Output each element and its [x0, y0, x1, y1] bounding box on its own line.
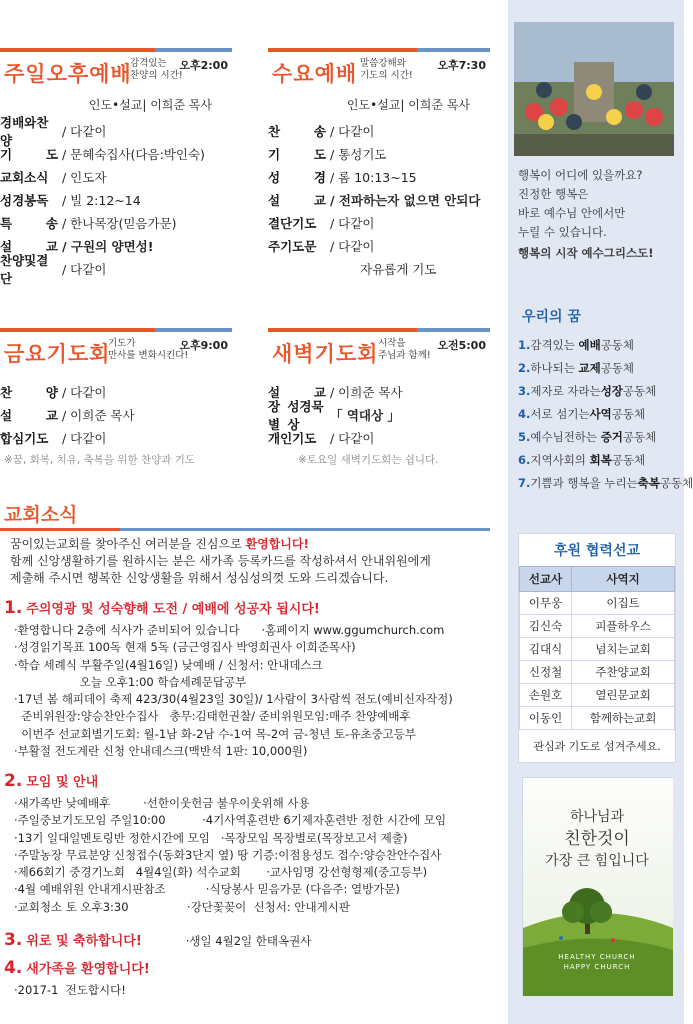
order-row: [0, 426, 232, 449]
service-title: 새벽기도회: [272, 342, 379, 366]
dream-item: 6.지역사회의 회복공동체: [518, 453, 646, 467]
table-row: 이동인 함께하는교회: [520, 707, 675, 730]
service-note: 말씀강해와 기도의 시간!: [360, 58, 413, 81]
table-row: 김대식 넘치는교회: [520, 638, 675, 661]
order-key: 경배와찬양: [0, 114, 49, 148]
news-line: ·학습 세례식 부활주일(4월16일) 낮예배 / 신청서: 안내데스크: [14, 657, 323, 672]
order-key: 찬 송: [268, 123, 326, 139]
order-row: [0, 165, 232, 188]
service-title: 주일오후예배: [4, 62, 132, 86]
news-divider: [0, 528, 490, 531]
mission-table: 후원 협력선교 선교사 사역지 이무웅 이집트 김신숙 피플하우스 김대식 넘치는교회 신정철 주찬양교회 손원호 열린문교회 이동인 함께하는교회 관심과 기도로 섬겨주세요.: [518, 533, 676, 763]
news-line: ·부활절 전도계란 신청 안내데스크(맥반석 1판: 10,000원): [14, 744, 308, 759]
order-row: [0, 188, 232, 211]
order-value: / 인도자: [62, 169, 107, 185]
news-item-lines: [14, 795, 504, 916]
news-item-lines: [14, 982, 504, 999]
order-row: [0, 252, 232, 286]
order-value: / 다같이: [330, 238, 375, 254]
news-item-heading: 2. 모임 및 안내: [4, 771, 99, 791]
service-time: 오전5:00: [437, 339, 486, 352]
order-value: / 구원의 양면성!: [62, 238, 154, 254]
news-line: 준비위원장:양승찬안수집사 총무:김태헌권찰/ 준비위원모임:매주 찬양예배후: [14, 709, 411, 724]
service-footnote: ※꿈, 회복, 치유, 축복을 위한 찬양과 기도: [4, 454, 195, 466]
order-key: 합심기도: [0, 430, 49, 446]
order-row: [0, 380, 232, 403]
sidebar: [508, 0, 693, 1024]
news-line: ·4월 예배위원 안내게시판참조 ·식당봉사 믿음가문 (다음주: 열방가문): [14, 882, 400, 897]
order-value: 「 역대상 」: [330, 407, 400, 423]
order-row: [0, 211, 232, 234]
news-line: ·주일중보기도모임 주일10:00 ·4기사역훈련반 6기제자훈련반 정한 시간에 모임: [14, 813, 447, 828]
table-row: 이무웅 이집트: [520, 592, 675, 615]
order-value: / 다같이: [330, 430, 375, 446]
order-row: [268, 426, 490, 449]
order-row: [268, 211, 490, 234]
order-value: / 다같이: [62, 123, 107, 139]
order-key: 교회소식: [0, 169, 49, 185]
dream-item: 2.하나되는 교제공동체: [518, 361, 635, 375]
service-note: 기도가 만사를 변화시킨다!: [108, 338, 189, 361]
order-key: 장별 성경묵상: [268, 398, 324, 432]
news-line: 이번주 선교회별기도회: 월-1남 화-2남 수-1여 목-2여 금-청년 토-유초중고등부: [14, 726, 416, 741]
order-value: / 롬 10:13~15: [330, 169, 417, 185]
service-note: 감격있는 찬양의 시간!: [130, 58, 183, 81]
mission-footer: 관심과 기도로 섬겨주세요.: [533, 740, 661, 753]
table-row: 신정철 주찬양교회: [520, 661, 675, 684]
dream-item: 7.기쁨과 행복을 누리는축복공동체: [518, 476, 693, 490]
news-line: ·주말농장 무료분양 신청접수(동화3단지 옆) 땅 기증:이점용성도 접수:양승찬안수집사: [14, 847, 442, 862]
order-key: 성 경: [268, 169, 326, 185]
our-dream: [518, 306, 693, 495]
service-footnote: ※토요일 새벽기도회는 쉽니다.: [298, 454, 439, 466]
news-line: ·환영합니다 2층에 식사가 준비되어 있습니다 ·홈페이지 www.ggumchurch.com: [14, 623, 445, 637]
order-value: / 다같이: [330, 123, 375, 139]
order-key: 설 교: [0, 238, 58, 254]
service-time: 오후7:30: [437, 59, 486, 72]
service-leader: 인도•설교| 이희준 목사: [346, 98, 470, 112]
order-key: 개인기도: [268, 430, 317, 446]
service-extra: 자유롭게 기도: [360, 261, 437, 277]
happiness-quote: 행복이 어디에 있을까요? 진정한 행복은 바로 예수님 안에서만 누릴 수 있습니다. 행복의 시작 예수그리스도!: [518, 168, 654, 260]
service-title: 금요기도회: [4, 342, 111, 366]
news-item-heading: 4. 새가족을 환영합니다!: [4, 958, 150, 978]
card-text: 하나님과 친한것이 가장 큰 힘입니다: [545, 809, 649, 869]
dream-item: 3.제자로 자라는성장공동체: [518, 384, 657, 398]
order-value: / 문혜숙집사(다음:박인숙): [62, 146, 205, 162]
order-value: / 이희준 목사: [330, 384, 403, 400]
order-value: / 전파하는자 없으면 안되다: [330, 192, 481, 208]
news-intro: 꿈이있는교회를 찾아주신 여러분을 진심으로 환영합니다! 함께 신앙생활하기를 원하시는 분은 새가족 등록카드를 작성하셔서 안내위원에게 제출해 주시면 행복한 신앙생활을 위해서 성심성의껏 도와 드리겠습니다.: [10, 537, 431, 585]
order-row: [0, 403, 232, 426]
order-row: [268, 119, 490, 142]
service-leader: 인도•설교| 이희준 목사: [88, 98, 212, 112]
service-time: 오후9:00: [179, 339, 228, 352]
dream-item: 1.감격있는 예배공동체: [518, 338, 635, 352]
table-row: 손원호 열린문교회: [520, 684, 675, 707]
order-value: / 이희준 목사: [62, 407, 135, 423]
table-row: 김신숙 피플하우스: [520, 615, 675, 638]
order-row: [268, 142, 490, 165]
service-note: 시작을 주님과 함께!: [378, 338, 431, 361]
service-block: [0, 48, 232, 286]
order-value: / 한나목장(믿음가문): [62, 215, 177, 231]
order-row: [268, 165, 490, 188]
dream-title: 우리의 꿈: [522, 309, 581, 325]
news-line: ·2017-1 전도합시다!: [14, 983, 126, 997]
service-title: 수요예배: [272, 62, 358, 86]
service-block: [0, 328, 232, 467]
order-key: 성경봉독: [0, 192, 49, 208]
news-line: ·교회청소 토 오후3:30 ·강단꽃꽂이 신청서: 안내게시판: [14, 899, 350, 914]
card-subtext: HEALTHY CHURCH HAPPY CHURCH: [558, 953, 636, 971]
service-time: 오후2:00: [179, 59, 228, 72]
order-key: 설 교: [0, 407, 58, 423]
order-value: / 다같이: [62, 430, 107, 446]
order-key: 주기도문: [268, 238, 317, 254]
order-value: / 다같이: [330, 215, 375, 231]
order-key: 설 교: [268, 192, 326, 208]
order-key: 설 교: [268, 384, 326, 400]
news-item-lines: [14, 622, 504, 760]
order-row: [0, 142, 232, 165]
news-line: ·성경읽기목표 100독 현재 5독 (금근영집사 박영희권사 이희준목사): [14, 640, 356, 655]
order-row: [268, 398, 490, 432]
service-block: [268, 328, 490, 467]
order-key: 결단기도: [268, 215, 317, 231]
news-line: ·13기 일대일멘토링반 정한시간에 모임 ·목장모임 목장별로(목장보고서 제출): [14, 830, 408, 845]
order-key: 기 도: [268, 146, 326, 162]
news-item-heading: 1. 주의영광 및 성숙향해 도전 / 예배에 성공자 됩시다!: [4, 598, 320, 618]
order-value: / 빌 2:12~14: [62, 192, 141, 208]
order-row: [268, 234, 490, 257]
healthy-church-card: [522, 777, 672, 995]
news-line: ·제66회기 중경기노회 4월4일(화) 석수교회 ·교사임명 강선형형제(중고등부): [14, 865, 428, 880]
order-value: / 다같이: [62, 261, 107, 277]
order-key: 찬 양: [0, 384, 58, 400]
news-line: ·새가족반 낮예배후 ·선한이웃헌금 불우이웃위해 사용: [14, 796, 310, 810]
news-line: ·17년 봄 해피데이 축제 423/30(4월23일 30일)/ 1사람이 3사람씩 전도(예비신자작정): [14, 692, 453, 707]
news-line: 오늘 오후1:00 학습세례문답공부: [14, 674, 247, 689]
group-photo: [514, 22, 674, 156]
order-row: [0, 114, 232, 148]
order-key: 특 송: [0, 215, 58, 231]
order-key: 기 도: [0, 146, 58, 162]
order-row: [268, 188, 490, 211]
order-value: / 다같이: [62, 384, 107, 400]
service-block: [268, 48, 490, 280]
order-value: / 통성기도: [330, 146, 387, 162]
mission-title: 후원 협력선교: [553, 543, 641, 559]
dream-item: 5.예수님전하는 증거공동체: [518, 430, 657, 444]
order-key: 찬양및결단: [0, 252, 49, 286]
news-title: 교회소식: [4, 504, 78, 526]
dream-item: 4.서로 섬기는사역공동체: [518, 407, 646, 421]
news-item-heading: 3. 위로 및 축하합니다! ·생일 4월2일 한태옥권사: [4, 930, 312, 950]
